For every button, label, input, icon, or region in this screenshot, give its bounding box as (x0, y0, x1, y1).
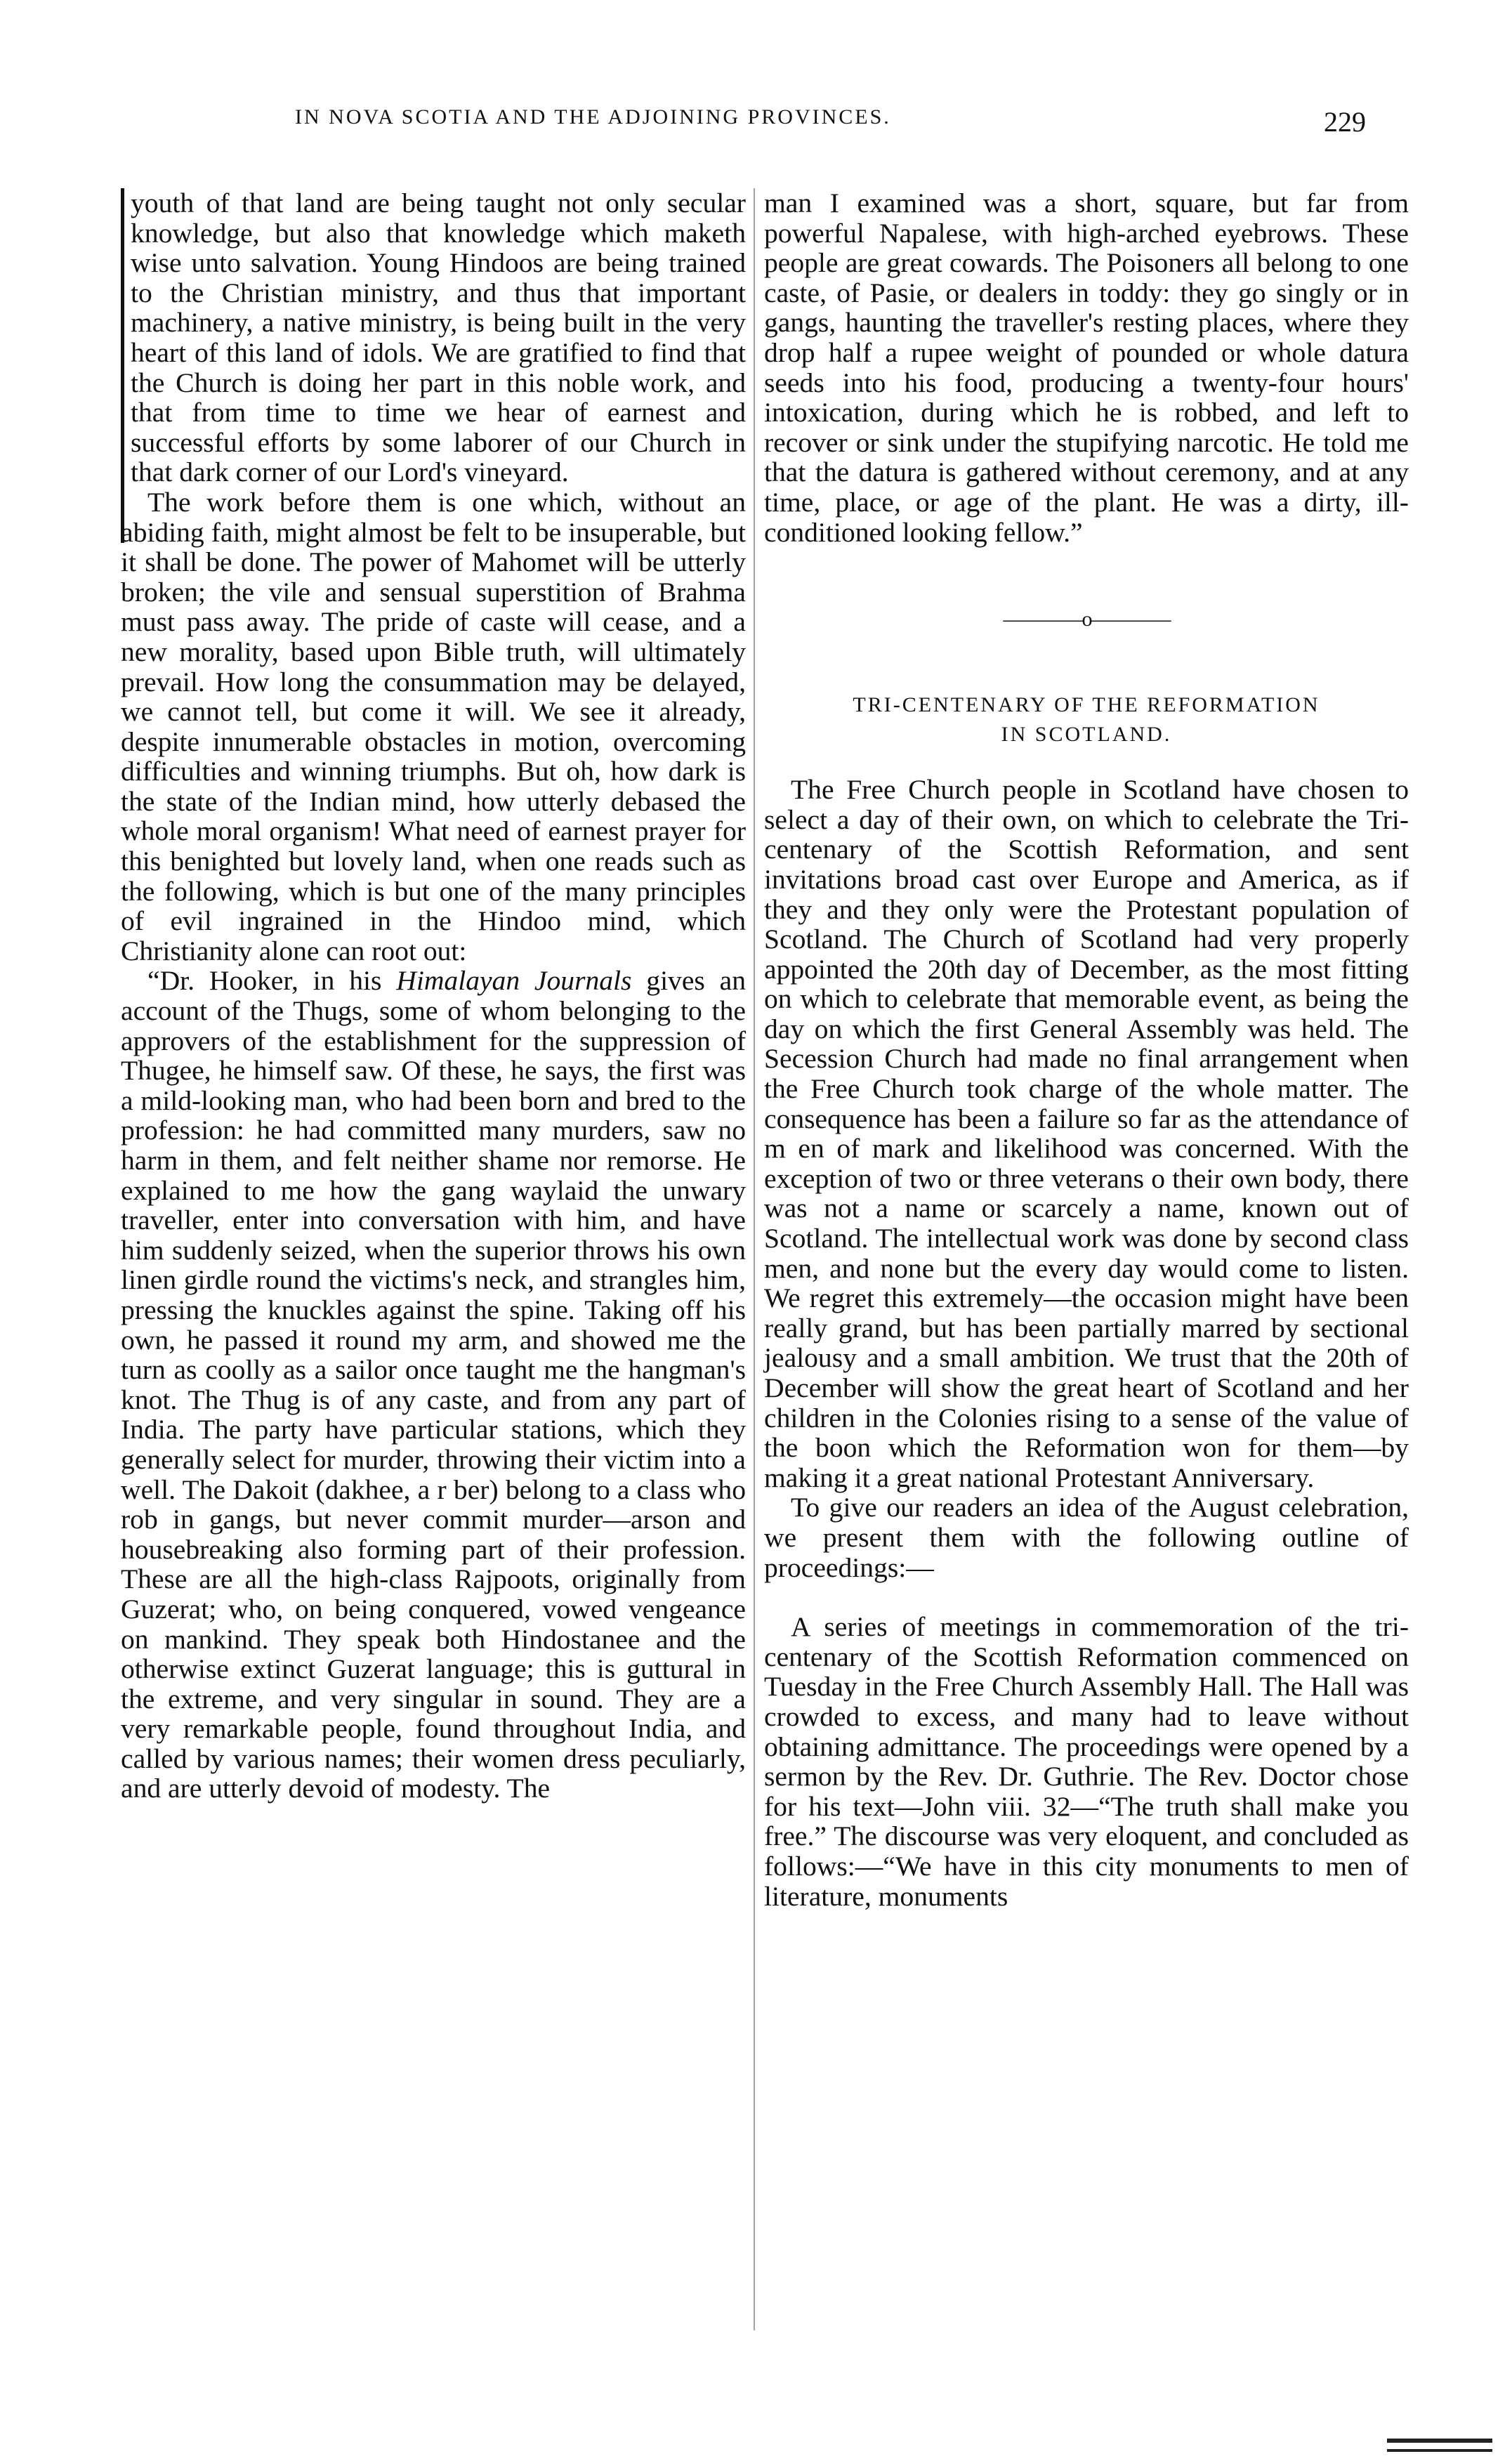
quoted-paragraph (121, 966, 746, 1804)
column-divider (754, 188, 755, 2330)
footer-rule (1387, 2439, 1492, 2443)
running-head: IN NOVA SCOTIA AND THE ADJOINING PROVINCES. (295, 105, 891, 129)
paragraph: A series of meetings in commemoration of the tri-centenary of the Scottish Reformation commenced on Tuesday in the Free Church Assembly Hall. The Hall was crowded to excess, and many had to leave without obtaining admittance. The proceedings were opened by a sermon by the Rev. Dr. Guthrie. The Rev. Doctor chose for his text—John viii. 32—“The truth shall make you free.” The discourse was very eloquent, and concluded as follows:—“We have in this city monuments to men of literature, monuments (764, 1611, 1409, 1912)
heading-line: TRI-CENTENARY OF THE REFORMATION (853, 693, 1320, 717)
section-heading (764, 690, 1409, 749)
paragraph: youth of that land are being taught not only secular knowledge, but also that knowledge which maketh wise unto salvation. Young Hindoos are being trained to the Christian ministry, and thus that important machinery, a native ministry, is being built in the very heart of this land of idols. We are gratified to find that the Church is doing her part in this noble work, and that from time to time we hear of earnest and successful efforts by some laborer of our Church in that dark corner of our Lord's vineyard. (131, 188, 746, 488)
paragraph: The Free Church people in Scotland have chosen to select a day of their own, on which to celebrate the Tri-centenary of the Scottish Reformation, and sent invitations broad cast over Europe and America, as if they and they only were the Protestant population of Scotland. The Church of Scotland had very properly appointed the 20th day of December, as the most fitting on which to celebrate that memorable event, as being the day on which the first General Assembly was held. The Secession Church had made no final arrangement when the Free Church took charge of the whole matter. The consequence has been a failure so far as the attendance of m en of mark and likelihood was concerned. With the exception of two or three veterans o their own body, there was not a name or scarcely a name, known out of Scotland. The intellectual work was done by second class men, and none but the every day would come to listen. We regret this extremely—the occasion might have been really grand, but has been partially marred by sectional jealousy and a small ambition. We trust that the 20th of December will show the great heart of Scotland and her children in the Colonies rising to a sense of the value of the boon which the Reformation won for them—by making it a great national Protestant Anniversary. (764, 774, 1409, 1493)
heading-line: IN SCOTLAND. (1001, 723, 1172, 747)
quote-text: gives an account of the Thugs, some of whom belonging to the approvers of the establishment for the suppression of Thugee, he himself saw. Of these, he says, the first was a mild-looking man, who had been born and bred to the profession: he had committed many murders, saw no harm in them, and felt neither shame nor remorse. He explained to me how the gang waylaid the unwary traveller, enter into conversation with him, and have him suddenly seized, when the superior throws his own linen girdle round the victims's neck, and strangles him, pressing the knuckles against the spine. Taking off his own, he passed it round my arm, and showed me the turn as coolly as a sailor once taught me the hangman's knot. The Thug is of any caste, and from any part of India. The party have particular stations, which they generally select for murder, throwing their victim into a well. The Dakoit (dakhee, a r ber) belong to a class who rob in gangs, but never commit murder—arson and housebreaking also forming part of their profession. These are all the high-class Rajpoots, originally from Guzerat; who, on being conquered, vowed vengeance on mankind. They speak both Hindostanee and the otherwise extinct Guzerat language; this is guttural in the extreme, and very singular in sound. They are a very remarkable people, found throughout India, and called by various names; their women dress peculiarly, and are utterly devoid of modesty. The (121, 965, 746, 1804)
right-column (764, 188, 1409, 1911)
paragraph: To give our readers an idea of the August celebration, we present them with the following outline of proceedings:— (764, 1492, 1409, 1583)
quote-text: “Dr. Hooker, in his (147, 965, 397, 997)
paragraph: The work before them is one which, without an abiding faith, might almost be felt to be insuperable, but it shall be done. The power of Mahomet will be utterly broken; the vile and sensual superstition of Brahma must pass away. The pride of caste will cease, and a new morality, based upon Bible truth, will ultimately prevail. How long the consummation may be delayed, we cannot tell, but come it will. We see it already, despite innumerable obstacles in motion, overcoming difficulties and winning triumphs. But oh, how dark is the state of the Indian mind, how utterly debased the whole moral organism! What need of earnest prayer for this benighted but lovely land, when one reads such as the following, which is but one of the many principles of evil ingrained in the Hindoo mind, which Christianity alone can root out: (121, 486, 746, 966)
left-column (121, 188, 746, 1804)
spacer (764, 1582, 1409, 1612)
paragraph: man I examined was a short, square, but far from powerful Napalese, with high-arched eyebrows. These people are great cowards. The Poisoners all belong to one caste, of Pasie, or dealers in toddy: they go singly or in gangs, haunting the traveller's resting places, where they drop half a rupee weight of pounded or whole datura seeds into his food, producing a twenty-four hours' intoxication, during which he is robbed, and left to recover or sink under the stupifying narcotic. He told me that the datura is gathered without ceremony, and at any time, place, or age of the plant. He was a dirty, ill-conditioned looking fellow.” (764, 188, 1409, 548)
footer-rule (1387, 2449, 1492, 2452)
section-divider: ————o———— (1003, 608, 1170, 631)
book-title: Himalayan Journals (396, 965, 632, 997)
page-number: 229 (1324, 106, 1366, 138)
